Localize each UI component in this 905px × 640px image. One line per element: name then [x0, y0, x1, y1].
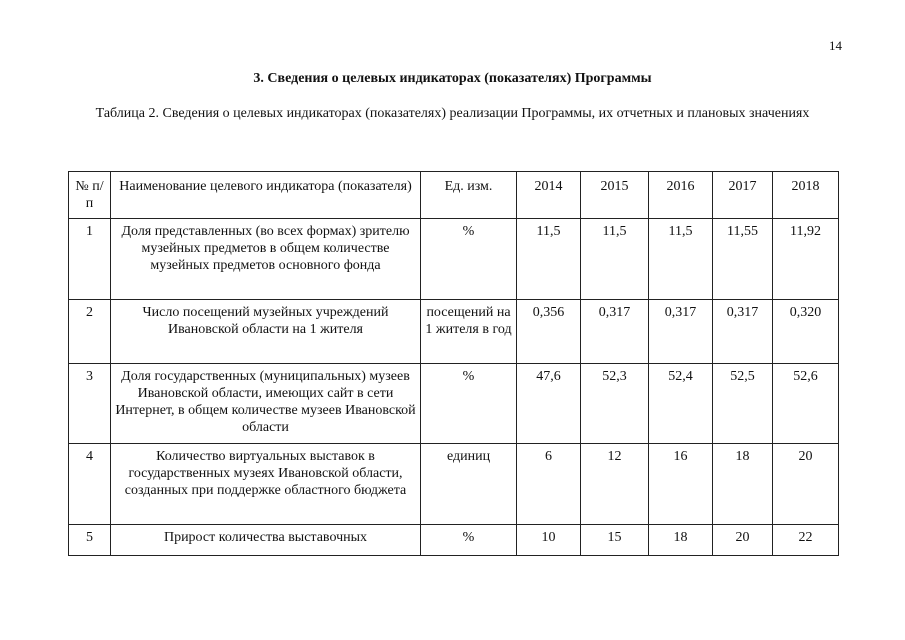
header-name: Наименование целевого индикатора (показателя)	[111, 172, 421, 219]
table-row	[69, 300, 839, 364]
header-2015: 2015	[581, 172, 649, 219]
cell-num: 3	[69, 364, 111, 444]
header-unit: Ед. изм.	[421, 172, 517, 219]
cell-2016: 11,5	[649, 219, 713, 300]
cell-2014: 6	[517, 444, 581, 525]
cell-2014: 47,6	[517, 364, 581, 444]
cell-2018: 11,92	[773, 219, 839, 300]
cell-num: 5	[69, 525, 111, 556]
cell-2015: 52,3	[581, 364, 649, 444]
cell-name: Число посещений музейных учреждений Ивановской области на 1 жителя	[111, 300, 421, 364]
cell-2017: 11,55	[713, 219, 773, 300]
cell-name: Доля государственных (муниципальных) музеев Ивановской области, имеющих сайт в сети Интернет, в общем количестве музеев Ивановской области	[111, 364, 421, 444]
cell-2015: 15	[581, 525, 649, 556]
cell-2017: 0,317	[713, 300, 773, 364]
cell-2014: 0,356	[517, 300, 581, 364]
page-number: 14	[829, 38, 842, 53]
cell-2018: 52,6	[773, 364, 839, 444]
header-2017: 2017	[713, 172, 773, 219]
indicators-table	[68, 171, 839, 556]
cell-2015: 12	[581, 444, 649, 525]
table-row	[69, 525, 839, 556]
cell-2014: 10	[517, 525, 581, 556]
table-header-row	[69, 172, 839, 219]
cell-2018: 0,320	[773, 300, 839, 364]
cell-2016: 16	[649, 444, 713, 525]
table-row	[69, 219, 839, 300]
cell-name: Прирост количества выставочных	[111, 525, 421, 556]
cell-name: Доля представленных (во всех формах) зрителю музейных предметов в общем количестве музейных предметов основного фонда	[111, 219, 421, 300]
header-2018: 2018	[773, 172, 839, 219]
cell-2018: 20	[773, 444, 839, 525]
cell-unit: единиц	[421, 444, 517, 525]
header-2016: 2016	[649, 172, 713, 219]
cell-num: 4	[69, 444, 111, 525]
header-num: № п/п	[69, 172, 111, 219]
cell-num: 1	[69, 219, 111, 300]
table-caption: Таблица 2. Сведения о целевых индикаторах (показателях) реализации Программы, их отчетных и плановых значениях	[95, 106, 810, 121]
cell-2015: 11,5	[581, 219, 649, 300]
cell-unit: %	[421, 525, 517, 556]
cell-2016: 52,4	[649, 364, 713, 444]
section-title: 3. Сведения о целевых индикаторах (показателях) Программы	[253, 71, 652, 86]
cell-2015: 0,317	[581, 300, 649, 364]
table-row	[69, 364, 839, 444]
header-2014: 2014	[517, 172, 581, 219]
cell-num: 2	[69, 300, 111, 364]
cell-2016: 18	[649, 525, 713, 556]
cell-2014: 11,5	[517, 219, 581, 300]
cell-unit: %	[421, 219, 517, 300]
cell-2017: 52,5	[713, 364, 773, 444]
cell-2016: 0,317	[649, 300, 713, 364]
table-row	[69, 444, 839, 525]
cell-unit: %	[421, 364, 517, 444]
cell-name: Количество виртуальных выставок в государственных музеях Ивановской области, созданных при поддержке областного бюджета	[111, 444, 421, 525]
cell-unit: посещений на 1 жителя в год	[421, 300, 517, 364]
cell-2018: 22	[773, 525, 839, 556]
cell-2017: 18	[713, 444, 773, 525]
cell-2017: 20	[713, 525, 773, 556]
